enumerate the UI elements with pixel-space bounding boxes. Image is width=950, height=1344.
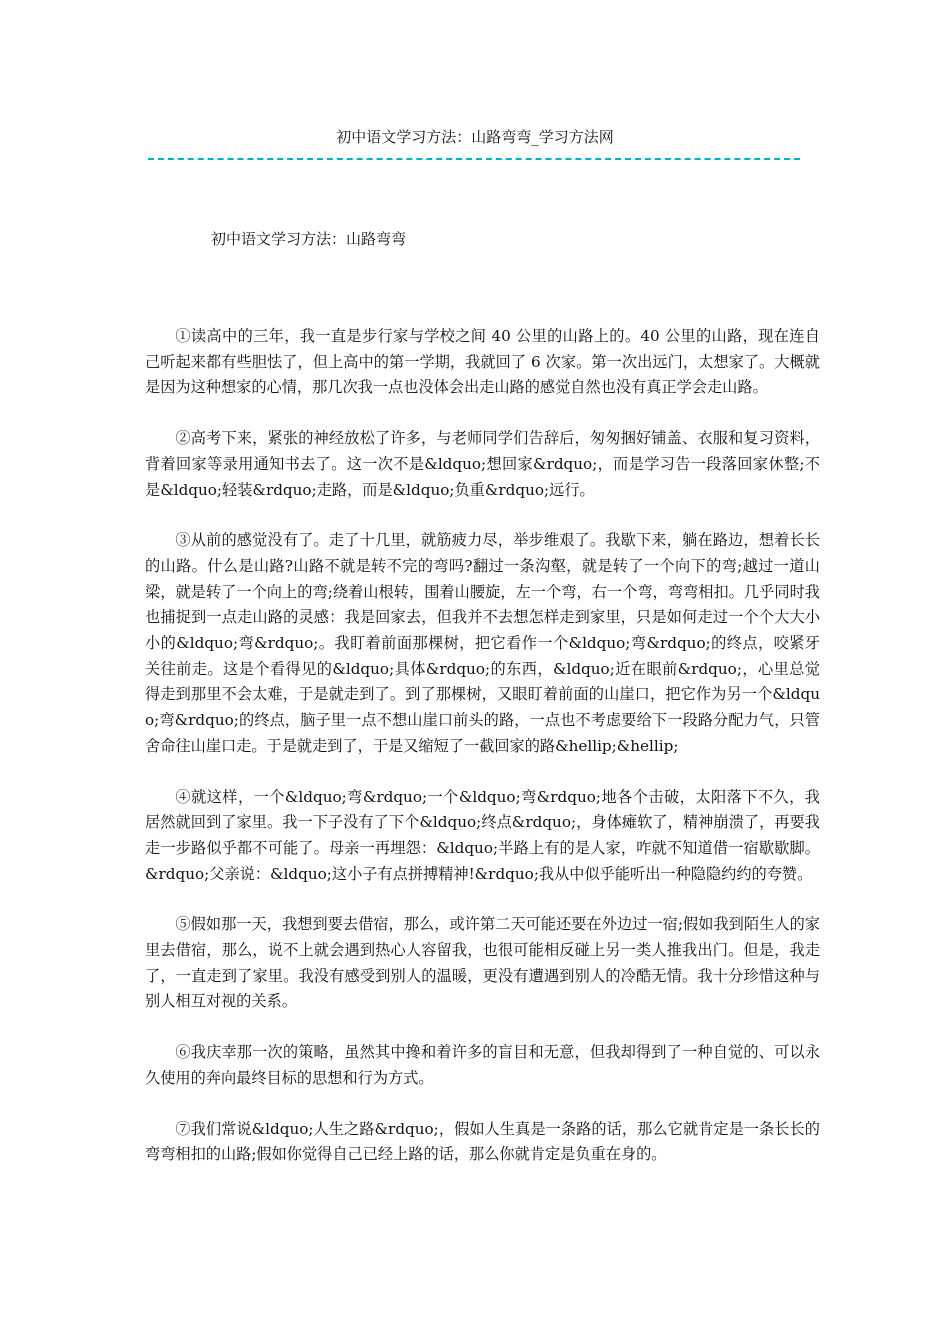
article-body: [145, 324, 820, 1193]
paragraph-1: ①读高中的三年，我一直是步行家与学校之间 40 公里的山路上的。40 公里的山路，现在连自己听起来都有些胆怯了，但上高中的第一学期，我就回了 6 次家。第一次出远门，太想家了。大概就是因为这种想家的心情，那几次我一点也没体会出走山路的感觉自然也没有真正学会走山路。: [145, 327, 820, 397]
paragraph-4: ④就这样，一个&ldquo;弯&rdquo;一个&ldquo;弯&rdquo;地各个击破，太阳落下不久，我居然就回到了家里。我一下子没有了下个&ldquo;终点&rdquo;，身体瘫软了，精神崩溃了，再要我走一步路似乎都不可能了。母亲一再埋怨：&ldquo;半路上有的是人家，咋就不知道借一宿歇歇脚。&rdquo;父亲说：&ldquo;这小子有点拼搏精神!&rdquo;我从中似乎能听出一种隐隐约约的夸赞。: [145, 787, 820, 883]
header-divider: [148, 158, 800, 160]
paragraph-6: ⑥我庆幸那一次的策略，虽然其中搀和着许多的盲目和无意，但我却得到了一种自觉的、可以永久使用的奔向最终目标的思想和行为方式。: [145, 1043, 820, 1087]
paragraph-3: ③从前的感觉没有了。走了十几里，就筋疲力尽，举步维艰了。我歇下来，躺在路边，想着长长的山路。什么是山路?山路不就是转不完的弯吗?翻过一条沟壑，就是转了一个向下的弯;越过一道山梁，就是转了一个向上的弯;绕着山根转，围着山腰旋，左一个弯，右一个弯，弯弯相扣。几乎同时我也捕捉到一点走山路的灵感：我是回家去，但我并不去想怎样走到家里，只是如何走过一个个大大小小的&ldquo;弯&rdquo;。我盯着前面那棵树，把它看作一个&ldquo;弯&rdquo;的终点，咬紧牙关往前走。这是个看得见的&ldquo;具体&rdquo;的东西，&ldquo;近在眼前&rdquo;，心里总觉得走到那里不会太难，于是就走到了。到了那棵树，又眼盯着前面的山崖口，把它作为另一个&ldquo;弯&rdquo;的终点，脑子里一点不想山崖口前头的路，一点也不考虑要给下一段路分配力气，只管舍命往山崖口走。于是就走到了，于是又缩短了一截回家的路&hellip;&hellip;: [145, 531, 820, 755]
article-subtitle: 初中语文学习方法：山路弯弯: [211, 230, 407, 248]
paragraph-5: ⑤假如那一天，我想到要去借宿，那么，或许第二天可能还要在外边过一宿;假如我到陌生人的家里去借宿，那么，说不上就会遇到热心人容留我，也很可能相反碰上另一类人推我出门。但是，我走了，一直走到了家里。我没有感受到别人的温暖，更没有遭遇到别人的冷酷无情。我十分珍惜这种与别人相互对视的关系。: [145, 915, 820, 1011]
paragraph-2: ②高考下来，紧张的神经放松了许多，与老师同学们告辞后，匆匆捆好铺盖、衣服和复习资料，背着回家等录用通知书去了。这一次不是&ldquo;想回家&rdquo;，而是学习告一段落回家休整;不是&ldquo;轻装&rdquo;走路，而是&ldquo;负重&rdquo;远行。: [145, 429, 820, 499]
page-header-title: 初中语文学习方法：山路弯弯_学习方法网: [336, 128, 614, 146]
paragraph-7: ⑦我们常说&ldquo;人生之路&rdquo;，假如人生真是一条路的话，那么它就肯定是一条长长的弯弯相扣的山路;假如你觉得自己已经上路的话，那么你就肯定是负重在身的。: [145, 1119, 820, 1164]
